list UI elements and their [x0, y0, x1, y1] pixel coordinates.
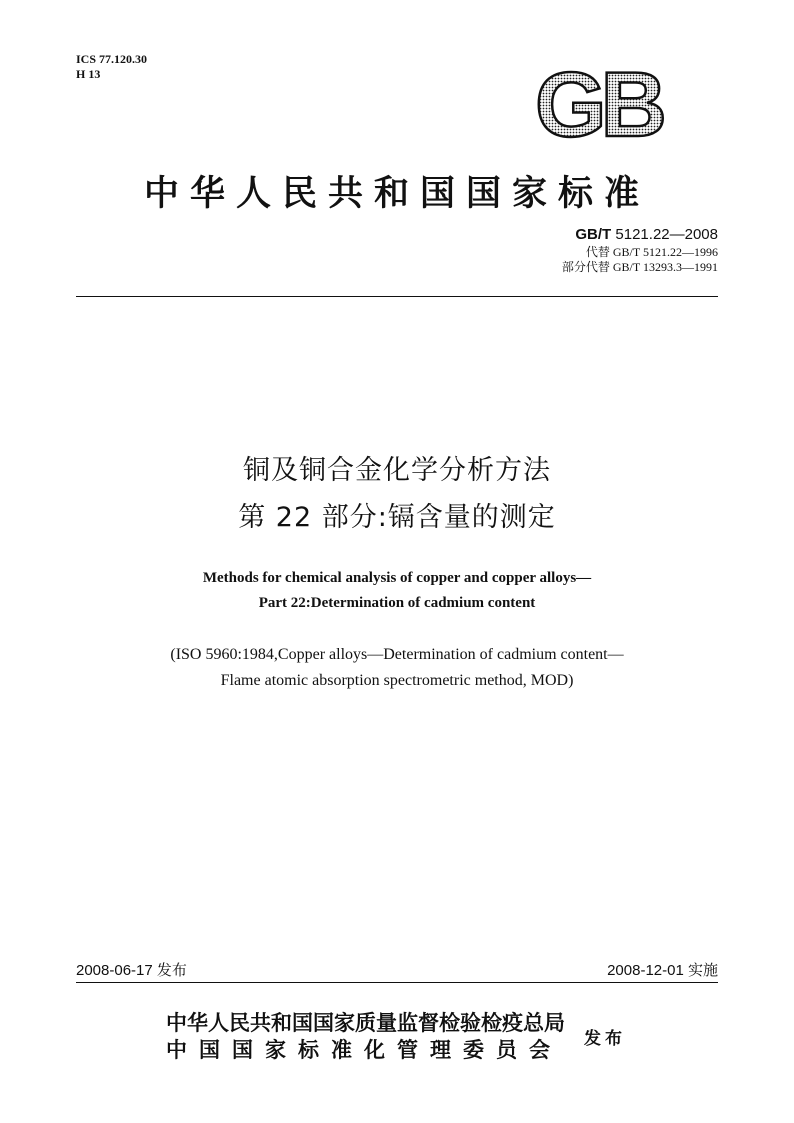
- footer-divider: [76, 982, 718, 983]
- english-title-line-1: Methods for chemical analysis of copper and copper alloys—: [202, 570, 592, 586]
- iso-reference-line-1: (ISO 5960:1984,Copper alloys—Determination of cadmium content—: [170, 646, 624, 663]
- chinese-title-line-2: 第 22 部分:镉含量的测定: [238, 502, 556, 533]
- partially-replaces-standard: 部分代替 GB/T 13293.3—1991: [561, 260, 718, 274]
- issuer-sac: 中国国家标准化管理委员会: [166, 1038, 562, 1062]
- iso-reference-line-2: Flame atomic absorption spectrometric method, MOD): [220, 672, 574, 689]
- chinese-title-line-1: 铜及铜合金化学分析方法: [243, 455, 551, 486]
- gb-logo-text: GB: [535, 62, 661, 144]
- header-divider: [76, 296, 718, 297]
- standard-number: [562, 225, 718, 245]
- issuer-aqsiq: 中华人民共和国国家质量监督检验检疫总局: [166, 1011, 565, 1035]
- ics-block: [76, 52, 147, 82]
- issue-label: 发布: [584, 1029, 626, 1049]
- publish-date: 2008-06-17 发布: [76, 962, 187, 979]
- english-title-line-2: Part 22:Determination of cadmium content: [258, 595, 536, 611]
- standard-codes: [562, 225, 718, 275]
- standard-number-value: 5121.22—2008: [615, 226, 718, 243]
- country-standard-title: 中华人民共和国国家标准: [143, 173, 650, 214]
- ics-code: ICS 77.120.30: [76, 52, 148, 66]
- issuing-authorities: [166, 1010, 565, 1064]
- gb-logo: [518, 62, 678, 144]
- replaces-standard: 代替 GB/T 5121.22—1996: [585, 245, 718, 259]
- standard-prefix: GB/T: [575, 226, 612, 243]
- implementation-date: 2008-12-01 实施: [607, 962, 718, 979]
- classification-code: H 13: [76, 67, 101, 81]
